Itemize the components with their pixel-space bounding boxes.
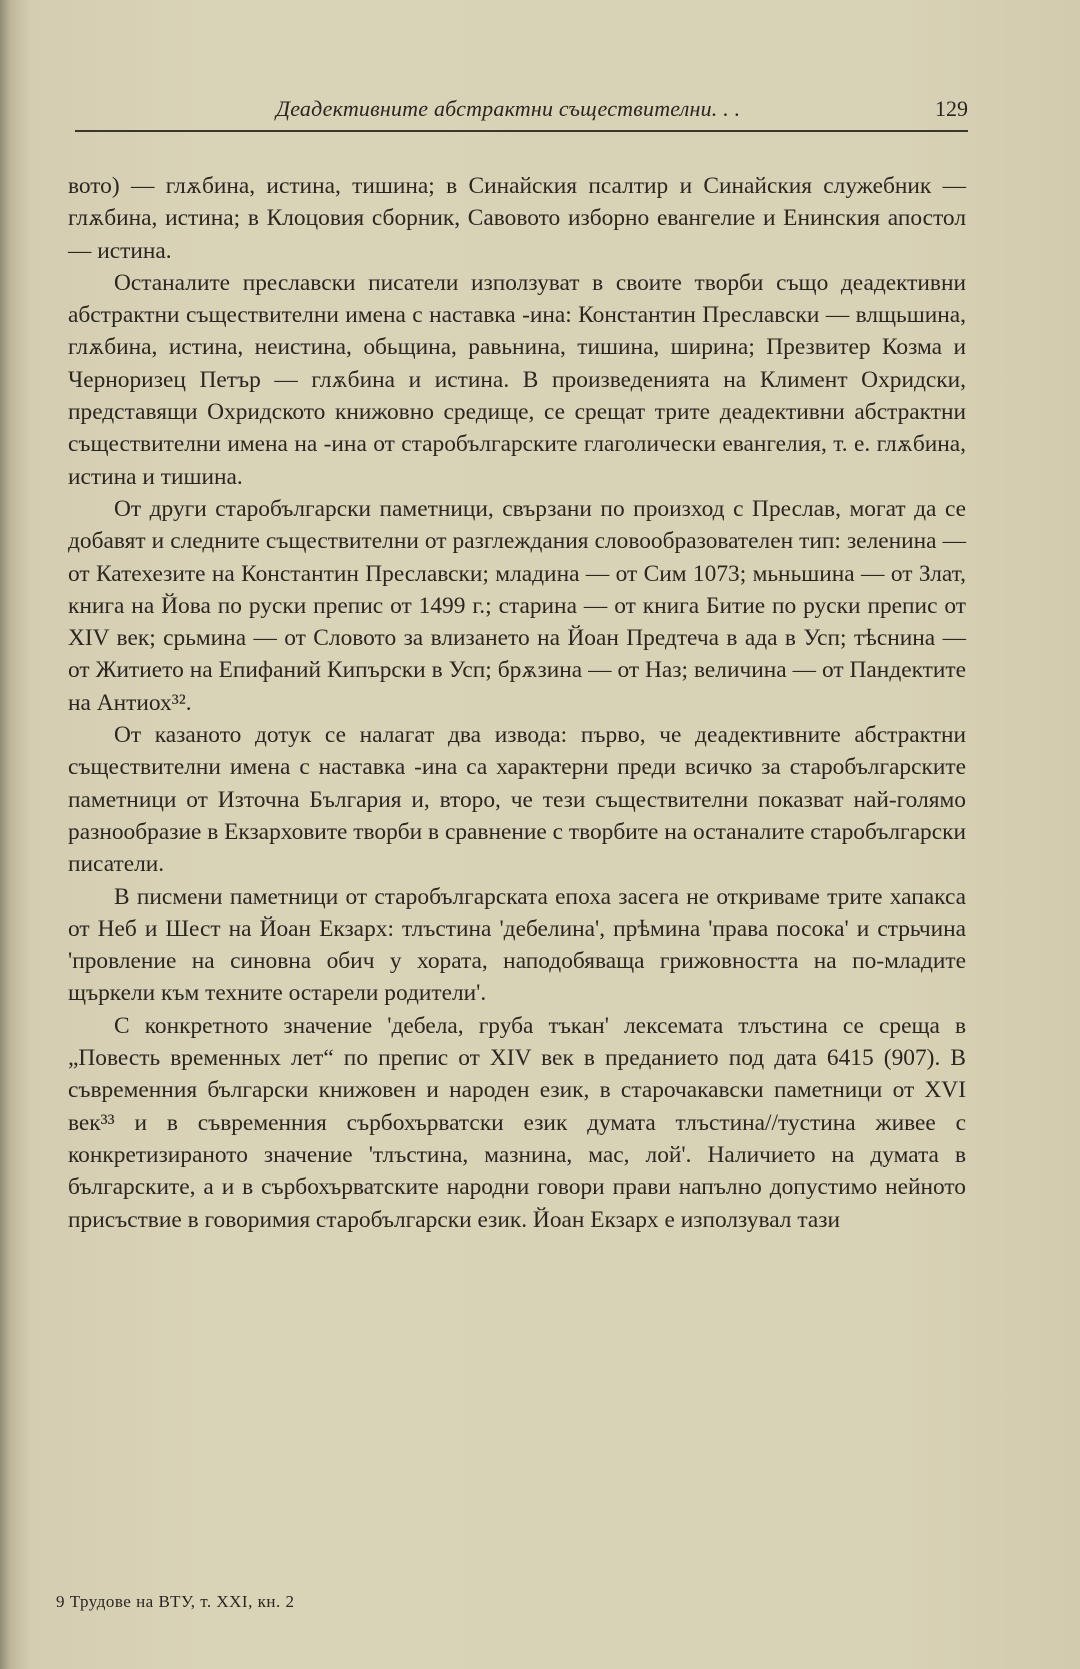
page-header xyxy=(75,94,968,132)
body-text xyxy=(68,170,966,1236)
page-number: 129 xyxy=(935,96,968,121)
paragraph: От казаното дотук се налагат два извода: първо, че деадективните абстрактни съществителни имена с наставка -ина са характерни преди всичко за старобългарските паметници от Източна България и, второ, че тези съществителни показват най-голямо разнообразие в Екзарховите творби в сравнение с творбите на останалите старобългарски писатели. xyxy=(68,722,966,878)
paragraph: С конкретното значение 'дебела, груба тъкан' лексемата тлъстина се среща в „Повесть временных лет“ по препис от XIV век в преданието под дата 6415 (907). В съвременния български книжовен и народен език, в старочакавски паметници от XVI век³³ и в съвременния сърбохърватски език думата тлъстина//тустина живее с конкретизираното значение 'тлъстина, мазнина, мас, лой'. Наличието на думата в българските, а и в сърбохърватските народни говори прави напълно допустимо нейното присъствие в говоримия старобългарски език. Йоан Екзарх е използувал тази xyxy=(68,1012,966,1233)
paragraph: В писмени паметници от старобългарската епоха засега не откриваме трите хапакса от Неб и Шест на Йоан Екзарх: тлъстина 'дебелина', прѣмина 'права посока' и стрьчина 'провление на синовна обич у хората, наподобяваща грижовността на по-младите щъркели към техните остарели родители'. xyxy=(68,883,966,1007)
paragraph: Останалите преславски писатели използуват в своите творби също деадективни абстрактни съществителни имена с наставка -ина: Константин Преславски — влщьшина, глѫбина, истина, неистина, обьщина, равьнина, тишина, ширина; Презвитер Козма и Черноризец Петър — глѫбина и истина. В произведенията на Климент Охридски, представящи Охридското книжовно средище, се срещат трите деадективни абстрактни съществителни имена на -ина от старобългарските глаголически евангелия, т. е. глѫбина, истина и тишина. xyxy=(68,269,966,490)
running-title: Деадективните абстрактни съществителни. . . xyxy=(276,96,741,121)
paragraph: вото) — глѫбина, истина, тишина; в Синайския псалтир и Синайския служебник — глѫбина, истина; в Клоцовия сборник, Савовото изборно евангелие и Енинския апостол — истина. xyxy=(68,173,966,264)
paragraph: От други старобългарски паметници, свързани по произход с Преслав, могат да се добавят и следните съществителни от разглеждания словообразователен тип: зеленина — от Катехезите на Константин Преславски; младина — от Сим 1073; мьньшина — от Злат, книга на Йова по руски препис от 1499 г.; старина — от книга Битие по руски препис от XIV век; срьмина — от Словото за влизането на Йоан Предтеча в ада в Усп; тѣснина — от Житието на Епифаний Кипърски в Усп; брѫзина — от Наз; величина — от Пандектите на Антиох³². xyxy=(68,495,966,716)
signature-line: 9 Трудове на ВТУ, т. XXI, кн. 2 xyxy=(56,1592,295,1611)
